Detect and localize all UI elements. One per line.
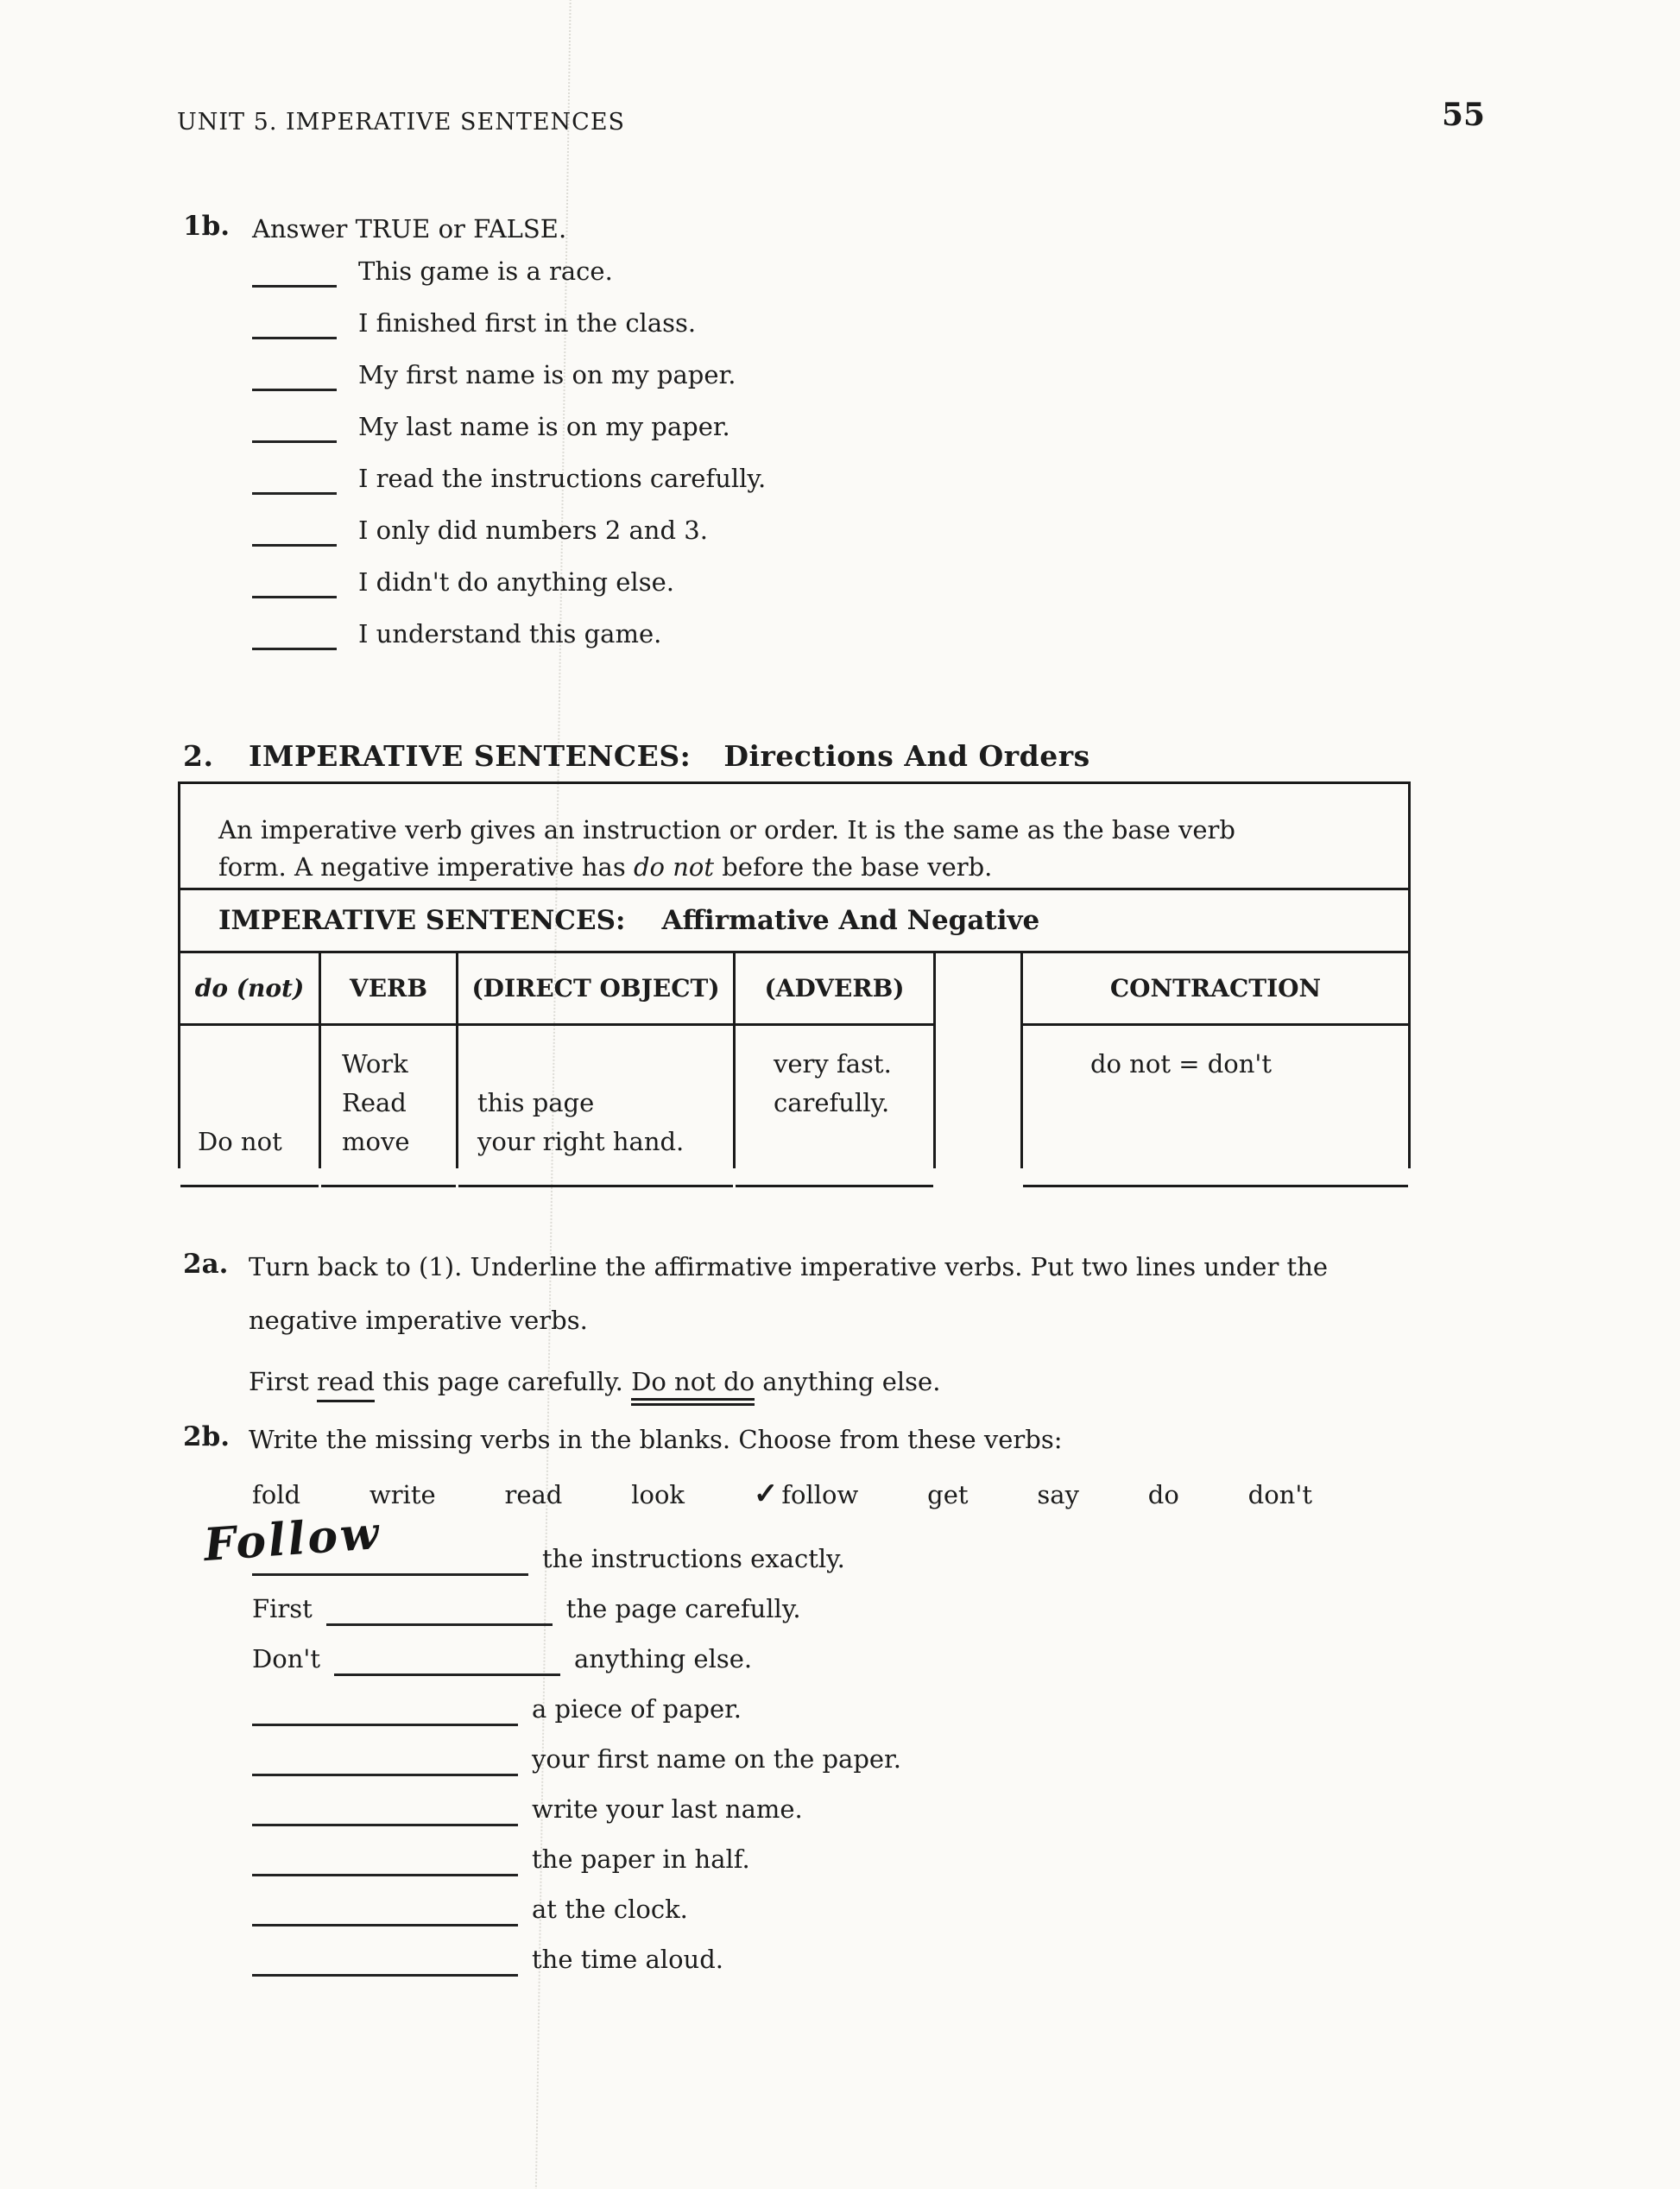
true-false-row bbox=[252, 251, 613, 288]
answer-blank bbox=[252, 409, 337, 443]
rule-text-part1: An imperative verb gives an instruction or order. It is the same as the base verb form. A negative imperative has bbox=[218, 815, 1235, 882]
fill-in-row bbox=[252, 1638, 752, 1676]
cell bbox=[1023, 1123, 1408, 1161]
example-double-underlined-verb: Do not do bbox=[631, 1367, 755, 1406]
column-direct-object bbox=[458, 953, 736, 1168]
fill-in-suffix: write your last name. bbox=[532, 1794, 803, 1824]
fill-in-suffix: the page carefully. bbox=[565, 1594, 801, 1623]
fill-in-row bbox=[252, 1588, 801, 1626]
word-bank-word: write bbox=[369, 1480, 436, 1509]
statement-text: I only did numbers 2 and 3. bbox=[358, 516, 708, 545]
fill-in-suffix: anything else. bbox=[574, 1644, 753, 1673]
statement-text: I finished first in the class. bbox=[358, 308, 697, 338]
column-adverb bbox=[736, 953, 936, 1168]
word-bank-word: read bbox=[504, 1480, 563, 1509]
example-mid: this page carefully. bbox=[374, 1367, 632, 1396]
cell: move bbox=[342, 1127, 410, 1156]
true-false-row bbox=[252, 459, 766, 495]
true-false-row bbox=[252, 407, 730, 443]
column-header-verb: VERB bbox=[321, 953, 456, 1026]
rule-text-part2: before the base verb. bbox=[714, 852, 993, 882]
cell bbox=[180, 1045, 319, 1084]
cell: Read bbox=[342, 1088, 407, 1117]
fill-in-blank bbox=[252, 1539, 528, 1576]
column-body-contraction bbox=[1023, 1045, 1408, 1187]
gap-header bbox=[936, 953, 1020, 1026]
statement-text: My last name is on my paper. bbox=[358, 412, 730, 441]
table-title-caps: IMPERATIVE SENTENCES: bbox=[218, 905, 626, 936]
table-title-band bbox=[180, 890, 1408, 953]
fill-in-row bbox=[252, 1538, 845, 1576]
fill-in-blank bbox=[252, 1689, 518, 1726]
handwritten-answer: Follow bbox=[202, 1506, 383, 1572]
true-false-row bbox=[252, 614, 661, 650]
section-2b-prompt: Write the missing verbs in the blanks. Choose from these verbs: bbox=[249, 1425, 1063, 1454]
answer-blank bbox=[252, 306, 337, 339]
column-header-contraction: CONTRACTION bbox=[1023, 953, 1408, 1026]
example-underlined-verb: read bbox=[317, 1367, 375, 1402]
rule-text-italic: do not bbox=[633, 852, 714, 882]
true-false-row bbox=[252, 303, 696, 339]
cell bbox=[180, 1084, 319, 1123]
section-2b-number: 2b. bbox=[183, 1421, 231, 1452]
column-do-not bbox=[180, 953, 321, 1168]
cell: Work bbox=[342, 1049, 408, 1079]
word-bank bbox=[252, 1477, 1312, 1511]
fill-in-row bbox=[252, 1788, 803, 1826]
cell: Do not bbox=[198, 1127, 282, 1156]
section-2-number: 2. bbox=[183, 739, 214, 773]
column-header-direct-object: (DIRECT OBJECT) bbox=[458, 953, 733, 1026]
check-mark-icon: ✓ bbox=[753, 1477, 779, 1511]
statement-text: I understand this game. bbox=[358, 619, 662, 648]
word-bank-word: look bbox=[631, 1480, 685, 1509]
fill-in-blank bbox=[252, 1739, 518, 1776]
cell bbox=[458, 1045, 733, 1084]
cell: carefully. bbox=[774, 1088, 890, 1117]
fill-in-suffix: the paper in half. bbox=[532, 1844, 750, 1874]
example-sentence bbox=[249, 1367, 940, 1396]
true-false-row bbox=[252, 562, 674, 598]
table-gap-channel bbox=[936, 953, 1020, 1168]
example-pre: First bbox=[249, 1367, 318, 1396]
section-2a-prompt-line1: Turn back to (1). Underline the affirmative imperative verbs. Put two lines under the bbox=[249, 1252, 1329, 1281]
section-2-title-caps: IMPERATIVE SENTENCES: bbox=[249, 739, 692, 773]
column-header-adverb: (ADVERB) bbox=[736, 953, 933, 1026]
fill-in-row bbox=[252, 1838, 750, 1876]
example-post: anything else. bbox=[755, 1367, 941, 1396]
cell bbox=[1023, 1084, 1408, 1123]
section-2a-number: 2a. bbox=[183, 1249, 229, 1280]
fill-in-row bbox=[252, 1888, 688, 1926]
grammar-table-columns bbox=[180, 953, 1408, 1168]
cell: this page bbox=[477, 1088, 595, 1117]
statement-text: This game is a race. bbox=[358, 256, 613, 286]
cell: your right hand. bbox=[477, 1127, 685, 1156]
fill-in-row bbox=[252, 1688, 742, 1726]
answer-blank bbox=[252, 513, 337, 547]
fill-in-prefix: First bbox=[252, 1594, 313, 1623]
fill-in-suffix: a piece of paper. bbox=[532, 1694, 742, 1724]
fill-in-row bbox=[252, 1939, 723, 1977]
column-body-verb bbox=[321, 1045, 456, 1187]
answer-blank bbox=[252, 254, 337, 288]
fill-in-blank bbox=[252, 1939, 518, 1977]
fill-in-blank bbox=[334, 1639, 560, 1676]
word-bank-word: fold bbox=[252, 1480, 301, 1509]
word-bank-word: follow bbox=[781, 1480, 859, 1509]
section-2-title bbox=[249, 739, 1090, 773]
column-body-adverb bbox=[736, 1045, 933, 1187]
answer-blank bbox=[252, 617, 337, 650]
fill-in-suffix: the instructions exactly. bbox=[542, 1544, 845, 1573]
statement-text: I read the instructions carefully. bbox=[358, 464, 767, 493]
answer-blank bbox=[252, 461, 337, 495]
rule-paragraph bbox=[180, 784, 1408, 890]
answer-blank bbox=[252, 357, 337, 391]
word-bank-word: get bbox=[927, 1480, 969, 1509]
page-number: 55 bbox=[1442, 97, 1486, 133]
fill-in-suffix: your first name on the paper. bbox=[532, 1744, 901, 1774]
word-bank-word-checked bbox=[754, 1477, 859, 1511]
fill-in-blank bbox=[252, 1889, 518, 1926]
running-head-unit-title: UNIT 5. IMPERATIVE SENTENCES bbox=[177, 109, 626, 136]
fill-in-suffix: at the clock. bbox=[532, 1895, 688, 1924]
column-header-do-not: do (not) bbox=[180, 953, 319, 1026]
fill-in-row bbox=[252, 1738, 901, 1776]
cell: do not = don't bbox=[1089, 1049, 1273, 1079]
gap-body bbox=[936, 1026, 1020, 1168]
fill-in-prefix: Don't bbox=[252, 1644, 321, 1673]
statement-text: My first name is on my paper. bbox=[358, 360, 736, 389]
section-2a-prompt-line2: negative imperative verbs. bbox=[249, 1306, 588, 1335]
fill-in-blank bbox=[252, 1789, 518, 1826]
word-bank-word: do bbox=[1147, 1480, 1179, 1509]
column-body-do-not bbox=[180, 1045, 319, 1187]
column-contraction bbox=[1020, 953, 1408, 1168]
true-false-row bbox=[252, 355, 736, 391]
statement-text: I didn't do anything else. bbox=[358, 567, 674, 597]
fill-in-suffix: the time aloud. bbox=[532, 1945, 724, 1974]
word-bank-word: say bbox=[1037, 1480, 1079, 1509]
cell: very fast. bbox=[774, 1049, 892, 1079]
section-1b-number: 1b. bbox=[183, 211, 231, 242]
fill-in-blank bbox=[326, 1589, 553, 1626]
fill-in-blank bbox=[252, 1839, 518, 1876]
table-title-rest: Affirmative And Negative bbox=[661, 905, 1040, 936]
cell bbox=[736, 1123, 933, 1161]
column-body-direct-object bbox=[458, 1045, 733, 1187]
true-false-row bbox=[252, 510, 708, 547]
word-bank-word: don't bbox=[1247, 1480, 1312, 1509]
grammar-rule-box bbox=[178, 781, 1411, 1168]
section-2-title-rest: Directions And Orders bbox=[723, 739, 1090, 773]
answer-blank bbox=[252, 565, 337, 598]
column-verb bbox=[321, 953, 458, 1168]
section-1b-prompt: Answer TRUE or FALSE. bbox=[252, 214, 567, 244]
